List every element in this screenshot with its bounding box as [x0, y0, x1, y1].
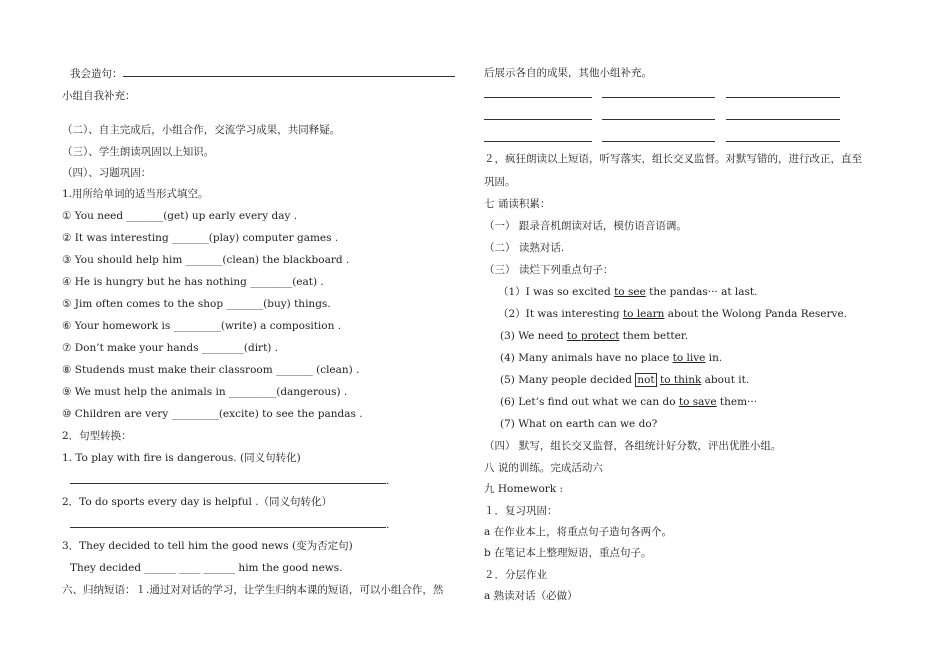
section-six: 六、归纳短语：１.通过对对话的学习，让学生归纳本课的短语，可以小组合作，然 — [62, 584, 444, 596]
key-sentence: (3) We need to protect them better. — [500, 330, 689, 342]
phrase-blank — [726, 108, 840, 120]
phrase-blank-row — [484, 108, 844, 120]
homework-item-b: b 在笔记本上整理短语，重点句子。 — [484, 547, 652, 559]
transform-question-1: 1. To play with fire is dangerous. (同义句转化) — [62, 452, 301, 464]
phrase-blank — [726, 86, 840, 98]
underlined-phrase: to save — [678, 396, 717, 408]
answer-blank — [70, 473, 386, 484]
section-eight: 八 说的训练。完成活动六 — [484, 462, 603, 474]
reading-step-1: （一） 跟录音机朗读对话，模仿语音语调。 — [484, 220, 687, 232]
phrase-blank — [484, 130, 592, 142]
answer-line: . — [70, 473, 389, 488]
exercise-item: ⑦ Don’t make your hands ________(dirt) . — [62, 342, 279, 354]
underlined-phrase: to learn — [622, 308, 665, 320]
boxed-word: not — [637, 374, 655, 386]
section-nine: 九 Homework : — [484, 483, 564, 495]
underlined-phrase: to think — [659, 374, 702, 386]
underlined-phrase: to see — [614, 286, 646, 298]
section-seven-title: 七 诵读积累： — [484, 198, 551, 210]
key-sentence: (7) What on earth can we do? — [500, 418, 658, 430]
continued-text: 后展示各自的成果，其他小组补充。 — [484, 67, 652, 79]
exercise-item: ⑧ Studends must make their classroom _______ (clean) . — [62, 364, 360, 376]
exercise-item: ⑤ Jim often comes to the shop _______(buy) things. — [62, 298, 331, 310]
dictation-instruction: ２，疯狂朗读以上短语，听写落实，组长交叉监督。对默写错的，进行改正，直至 — [484, 153, 862, 165]
reading-step-2: （二） 读熟对话. — [484, 242, 565, 254]
key-sentence: （1）I was so excited to see the pandas··· at last. — [498, 286, 758, 298]
key-sentence: (6) Let’s find out what we can do to save them··· — [500, 396, 758, 408]
phrase-blank-row — [484, 86, 844, 98]
exercise-item: ③ You should help him _______(clean) the blackboard . — [62, 254, 350, 266]
underlined-phrase: to live — [672, 352, 706, 364]
answer-line: . — [70, 517, 389, 532]
phrase-blank — [484, 86, 592, 98]
phrase-blank — [484, 108, 592, 120]
group-supplement: 小组自我补充： — [62, 90, 136, 102]
transform-question-2: 2．To do sports every day is helpful .（同义句转化） — [62, 496, 333, 508]
phrase-blank — [726, 130, 840, 142]
dictation-instruction-cont: 巩固。 — [484, 176, 516, 188]
phrase-blank — [602, 86, 715, 98]
negative-answer-line: They decided ______ ____ ______ him the good news. — [70, 562, 343, 574]
fill-instruction: 1.用所给单词的适当形式填空。 — [62, 188, 209, 200]
phrase-blank-row — [484, 130, 844, 142]
step-two: （二）、自主完成后，小组合作，交流学习成果，共同释疑。 — [62, 124, 341, 136]
phrase-blank — [602, 130, 715, 142]
reading-step-3: （三） 读烂下列重点句子： — [484, 264, 614, 276]
exercise-item: ⑩ Children are very _________(excite) to see the pandas . — [62, 408, 363, 420]
tiered-homework-a: a 熟读对话（必做） — [484, 590, 578, 602]
exercise-item: ① You need _______(get) up early every day . — [62, 210, 298, 222]
answer-blank — [123, 66, 455, 77]
exercise-item: ⑥ Your homework is _________(write) a composition . — [62, 320, 342, 332]
make-sentence-line — [70, 66, 455, 81]
transform-question-3: 3．They decided to tell him the good news (变为否定句) — [62, 540, 353, 552]
key-sentence: (4) Many animals have no place to live in. — [500, 352, 723, 364]
key-sentence: (5) Many people decided not to think about it. — [500, 374, 750, 386]
homework-review: １．复习巩固： — [484, 505, 558, 517]
exercise-item: ② It was interesting _______(play) computer games . — [62, 232, 339, 244]
exercise-item: ④ He is hungry but he has nothing ________(eat) . — [62, 276, 324, 288]
key-sentence: （2）It was interesting to learn about the Wolong Panda Reserve. — [498, 308, 847, 320]
phrase-blank — [602, 108, 715, 120]
step-three: （三）、学生朗读巩固以上知识。 — [62, 146, 215, 158]
step-four: （四）、习题巩固： — [62, 167, 152, 179]
underlined-phrase: to protect — [566, 330, 620, 342]
homework-item-a: a 在作业本上，将重点句子造句各两个。 — [484, 526, 673, 538]
tiered-homework: ２．分层作业 — [484, 569, 547, 581]
dictation-step: （四） 默写，组长交叉监督，各组统计好分数，评出优胜小组。 — [484, 440, 782, 452]
answer-blank — [70, 517, 386, 528]
sentence-transform-title: 2．句型转换： — [62, 430, 132, 442]
make-sentence-label: 我会造句： — [70, 68, 123, 80]
exercise-item: ⑨ We must help the animals in _________(dangerous) . — [62, 386, 348, 398]
